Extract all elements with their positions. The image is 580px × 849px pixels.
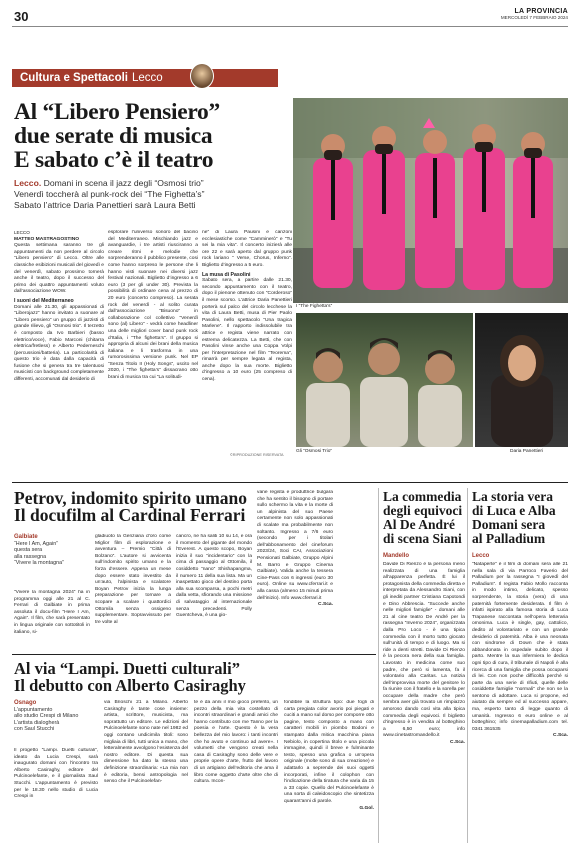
- main-subhead-2: La musa di Pasolini: [202, 271, 251, 278]
- commedia-headline-line: degli equivoci: [383, 503, 463, 518]
- storia-headline: [472, 490, 568, 546]
- storia-body-text: “Nataperte” è il film di domani sera alle 21 nella sala di via Parroco Faverio del Palladium per la rassegna “I giovedì del Palladium”. Il regista Fabio Mollo racconta in modo intimo, delicato, spesso sorprendente, la storia (vera) di una paternità fortemente desiderata. Il film è infatti ispirato alla famosa storia di Luca Trapanese raccontata nell’opera letteraria omonima. Luca è single, gay, cattolico, dedito al volontariato e con un grande desiderio di paternità. Alba è una neonata con sindrome di Down che è stata abbandonata in ospedale subito dopo il parto. Mentre la sua infermiera le dedica ogni tipo di cura, il tribunale di Napoli è alla ricerca di una famiglia che possa occuparsi di lei. Con non poche difficoltà perché si parte da una serie di rifiuti, quelle delle cosiddette famiglie “normali” che non se la sentono di adottare. Luca si propone, ed aiutato da sempre ed al successo appare, ma, esperto tanto di legge quanto di umanità. Ingresso 6 euro online e al botteghino; info cinemapalladium.com tel. 0341 361535: [472, 562, 568, 732]
- band-photo: [293, 98, 568, 303]
- commedia-signature: C.Sca.: [450, 740, 465, 746]
- main-headline-line: Al “Libero Pensiero”: [14, 99, 220, 125]
- petrov-col-4: [257, 490, 333, 650]
- main-lead: [14, 178, 289, 211]
- lampi-kicker: Osnago: [14, 700, 37, 706]
- main-headline-line: E sabato c’è il teatro: [14, 147, 214, 173]
- trio-figures: [296, 313, 473, 447]
- lampi-col-1: [14, 748, 98, 840]
- trio-photo: [296, 313, 473, 447]
- daria-photo: [475, 313, 568, 447]
- lampi-col-4: [284, 700, 374, 840]
- storia-kicker: Lecco: [472, 553, 490, 559]
- petrov-col-1: [14, 590, 90, 650]
- main-headline-line: due serate di musica: [14, 123, 213, 149]
- commedia-kicker: Mandello: [383, 553, 410, 559]
- petrov-info-line: “Here I Am, Again”: [14, 540, 59, 547]
- section-bar: [12, 69, 278, 87]
- commedia-headline-line: di scena Siani: [383, 531, 462, 546]
- main-col-1b-text: Domani alle 21.30, gli appassionati di “Liberojazz” hanno invitato a suonare al “Libero pensiero” un gruppo di jazzisti di grande rilievo, gli “Osmosi trio”. Il terzetto è composto da Ivo Barbieri (basso elettrico/voce), Fabio Marconi (chitarra elettrica/fretless) e Alberto Pederneschi (percussioni/batteria). La particolarità di questo trio è data dalla capacità di fusione che si genera tra tre talentuosi musicisti con background completamente differenti, accomunati dal desiderio di: [14, 304, 104, 383]
- lampi-col-1-text: Il progetto “Lampi. Duetti culturali”, ideato da Lucia Crespi, sarà inaugurato domani con l’incontro tra Alberto Casiraghy, editore del Pulcinoelefante, e il giornalista Saul Stucchi. L’appuntamento è previsto per le 18.30 nello studio di Lucia Crespi in: [14, 748, 98, 800]
- lampi-info-line: L’appuntamento: [14, 706, 53, 713]
- caption-trio: Gli “Osmosi Trio”: [296, 449, 332, 454]
- caption-daria: Daria Panettieri: [510, 449, 544, 454]
- main-headline: [14, 100, 284, 172]
- main-col-1: [14, 230, 104, 460]
- lampi-headline-line: Al via “Lampi. Duetti culturali”: [14, 659, 240, 678]
- section-portrait-icon: [190, 63, 214, 89]
- lampi-headline-line: Il debutto con Alberto Casiraghy: [14, 676, 246, 695]
- petrov-col-3-text: cancro, ne ha saliti 10 su 14, e ora il momento del gigante del mondo l’Everest. A questo scopo, Boyan inizia il suo “incidentario” con la cima di passaggio al Ottomila, il cosiddetto “nano” Shishapangma, il numero 11 della sua lista. Ma un inaspettato gioco del destino porta alla sua scomparsa, a pochi metri dalla vetta, sfiorando una missione di salvataggio al internazionale senza precedenti. Polly Guentcheva, è una gio-: [176, 534, 252, 619]
- petrov-headline-line: Il docufilm al Cardinal Ferrari: [14, 505, 246, 525]
- lead-line: Sabato l’attrice Daria Panettieri sarà Laura Betti: [14, 200, 196, 210]
- byline-author: MATTEO MASTRAGOSTINO: [14, 236, 80, 242]
- lampi-col-4-text: fondibile la struttura tipo: due fogli di carta pregiata color avorio poi piegati e cuciti a mano sul dorso per comporre otto pagine, testo composto a mano con caratteri mobili in piombo Bodoni e stampato dalla mitica macchina piana Nebiolo, in copertina titolo e una piccola immagine, quindi il breve e fulminante testo, spesso una grafica o un’opera originale (molte sono di sua creazione) e adattarlo a seprende dei suoi oggetti incorporati, infine il colophon con l’indicazione della tiratura che varia da 15 a 33 copie. Quello del Pulcinoelefante è una sorta di caleidoscopio che sintetizza quarant’anni di parole.: [284, 700, 374, 804]
- lampi-col-3-text: te è da anni il mio gioco preferito, un pezzo della mia vita costellato di incontri straordinari e grandi amici che hanno contributo con me Tanno per la poesia e l’arte. Questo è la vera bellezza del mio lavoro: i tanti incontri che ho avuto e continuo ad avere». I volumetti che vengono creati nella casa di Casiraghy sono delle vere e proprie opere d’arte, frutto del lavoro di un artigiano dell’editoria che ama il libro come oggetto d’arte oltre che di cultura. Incon-: [194, 700, 278, 785]
- column-rule: [467, 488, 468, 843]
- main-col-1-text: Questa settimana saranno tre gli appuntamenti da non perdere al circolo “Libero pensiero” di Lecco. Oltre alle classiche esibizioni musicali del giovedì e del venerdì, sabato prossimo tornerà anche il teatro, dopo il successo del primo dei quattro appuntamenti voluto dall’associazione WOW.: [14, 243, 104, 295]
- main-col-3b-text: Sabato sera, a partire dalle 21.30, secondo appuntamento con il teatro, dopo il pienone ottenuto con “Corderoso” il mese scorso. L’attrice Daria Panettieri porterà sul palco del circolo lecchese la vita di Laura Betti, musa di Pier Paolo Pasolini, nello spettacolo “Una tragica Marlene”. Il rapporto indissolubile tra attrice e regista viene narrato con estrema delicatezza. La Betti, che con Pasolini vinse anche una Coppa Volpi per l’interpretazione nel film “Teorema”, rimarrà per sempre legata al regista, anche dopo la sua morte. Biglietto d’ingresso a 10 euro (25 compreso di cena).: [202, 278, 292, 383]
- header-rule: [12, 26, 568, 27]
- petrov-kicker: Galbiate: [14, 534, 38, 540]
- petrov-info-line: “Vivere la montagna”: [14, 560, 64, 567]
- lampi-col-2: [104, 700, 188, 840]
- commedia-body: [383, 562, 465, 836]
- lead-line: Domani in scena il jazz degli “Osmosi trio”: [41, 178, 204, 188]
- petrov-col-2-text: gladiuoto la Genziana d’oro come Miglior film di esplorazione e avventura – Premio “Città di Bolzano”. L’autore si avvicenta sull’indomito spirito umano e la forza d’essere. Appena un mese dopo essere stato investito da un’auto, l’alpinista e scalatore Boyan Petrov inizia la lunga preparazione per tornare a scopare a scalare i quattordici Ottomila senza ossigeno supplementare. Sopravvissuto per tre volte al: [95, 534, 171, 625]
- lampi-info-line: con Saul Stucchi: [14, 726, 55, 733]
- main-col-3-text: ne” di Laura Pausini e canzoni ecclesiastiche come “Camminerò” e “Tu sei la mia vita”. Il concerto inizierà alle ore 22 e sarà aperto dal gruppo punk rock lariano “ Verse, Chorus, Inferno”. Biglietto d’ingresso a 5 euro.: [202, 230, 292, 268]
- lampi-info: [14, 700, 102, 733]
- column-rule: [378, 488, 379, 843]
- lampi-headline: [14, 660, 376, 694]
- storia-headline-line: La storia vera: [472, 489, 553, 504]
- commedia-headline: [383, 490, 465, 546]
- storia-signature: C.Sca.: [553, 733, 568, 739]
- storia-headline-line: Domani sera: [472, 517, 546, 532]
- commedia-headline-line: Al De André: [383, 517, 455, 532]
- daria-figure: [475, 313, 568, 447]
- petrov-info-line: alla rassegna: [14, 553, 47, 560]
- section-divider: [12, 482, 568, 483]
- rights-note: ©RIPRODUZIONE RISERVATA: [230, 453, 284, 457]
- main-subhead-1: I suoni del Mediterraneo: [14, 297, 74, 304]
- lampi-col-3: [194, 700, 278, 840]
- section-city: Lecco: [132, 72, 163, 84]
- main-col-3: [202, 230, 292, 452]
- petrov-col-2: [95, 534, 171, 650]
- publication-name: LA PROVINCIA: [514, 8, 568, 15]
- publication-date: MERCOLEDÌ 7 FEBBRAIO 2024: [500, 15, 568, 20]
- section-name: Cultura e Spettacoli: [20, 72, 128, 84]
- page-number: 30: [14, 9, 29, 24]
- main-col-2-text: esplorare l’universo sonoro del bacino del Mediterraneo. Mischiando jazz e avanguardie, i tre artisti riusciranno a creare ritmi e melodie che sorprenderanno il pubblico presente, cosi come hanno sorpreso le persone che li hanno visti suonare nei diversi jazz festival nazionali. Biglietto d’ingresso a 6 euro (3 per gli under 30). Prevista la possibilità di ordinare cena al prezzo di 20 euro (concerto compreso). La serata rock del venerdì - al solito curata dall’associazione “Bisuono” in collaborazione col collettivo “Venerdì sono (al) Libero” - vedrà come headliner una delle migliori cover band punk rock d’Italia, i “The fighetta’s”. Il gruppo si appropria di alcuni dei brani della musica italiana e li trasforma in una rumorosissima versione punk. Nel EP “Senza Titolo II (Holy Songs”, uscito nel 2020, i “The fighetta’s” dissacrano otto brani di musica tra cui “La solitudi-: [108, 230, 198, 381]
- storia-body: [472, 562, 568, 836]
- commedia-body-text: Davide Di Rienzo è la persona meno realizzata di una famiglia all’apparenza perfetta. È lui il protagonista della commedia diretta e interpretata da Alessandro Siani, con gli inediti partner Cristiana Capotondi e Dino Abbrescia. “Succede anche nelle migliori famiglie” - domani alle 21 al cine teatro De André per la rassegna “Inverno 2024”, organizzata dalla Pro Loco - è una tipica commedia con il morto tutto giocato sull’unità di tempo e di luogo. Ma si ride a denti stretti. Davide Di Rienzo è la pecora nera della sua famiglia. Lavorato in medicina come suo padre, che però si lamenta, fa il volontario alla Caritas. La notizia dell’improvvisa morte del genitore lo fa riunire con il fratello e la sorella per occupare della madre che però sembra aver già trovato un rimpiazzo amoroso dando così vita alla tipica commedia degli equivoci. Il biglietto d’ingresso è in vendita al botteghino a 6,50 euro; info www.cinetastromandello.it: [383, 562, 465, 739]
- petrov-col-1-text: “Vivere la montagna 2024” ha in programma oggi alle 21 al C. Ferrari di Galbiate in prima assoluta il docu-film “Here I Am, Again”. Il film, che sarà presentato in lingua originale con sottotitoli in italiano, si-: [14, 590, 90, 635]
- lampi-info-line: allo studio Crespi di Milano: [14, 713, 79, 720]
- main-col-2: [108, 230, 198, 460]
- lead-line: Venerdì toccherà al punk-rock dei “The Fighetta’s”: [14, 189, 205, 199]
- band-figures: [293, 98, 568, 303]
- petrov-col-3: [176, 534, 252, 650]
- petrov-col-4-text: vane regista e produttrice bulgara che ha sentito il bisogno di portare sullo schermo la vita e la morte di un alpinista del suo Paese certamente non solo appassionati di scalate ma probabilmente non soltanto. Ingresso a 7/6 euro (secondo per i titolari dell’abbonamento del cineforum 2023/24, Soci CAI, Associazioni Pensionati Galbiate, Gruppo Alpini M. Barro e Gruppo Cinema Galbiate). Valida anche la tessera Cine-Pass con 6 ingressi (euro 30 euro). Online su www.cferrari.it e alla cassa (almeno 15 minuti prima dell’inizio). Info www.cferrari.it: [257, 490, 333, 601]
- byline-city: LECCO: [14, 230, 30, 235]
- petrov-info: [14, 534, 84, 567]
- petrov-signature: C.Sca.: [318, 602, 333, 608]
- storia-headline-line: di Luca e Alba: [472, 503, 556, 518]
- lampi-col-2-text: via Brioschi 21 a Milano. Alberto Casiraghy è tante cose insieme: artista, scrittore, musicista, ma soprattutto un editore. Le edizioni del Pulcinoelefante sono nate nel 1982 ed oggi contano undicimila titoli: sono migliaia di libri, tutti unica a mano, che letteralmente avvolgono l’esistenza del nostro editore. Di questa sua dimensione ha dato la stesso una definizione straordinaria: «La mia non è editoria, bensi antropologia nel senso che il Pulcinoelefan-: [104, 700, 188, 785]
- commedia-headline-line: La commedia: [383, 489, 462, 504]
- lead-city: Lecco.: [14, 178, 42, 188]
- lampi-info-line: L’artista dialogherà: [14, 719, 60, 726]
- storia-headline-line: al Palladium: [472, 531, 546, 546]
- masthead: [501, 8, 568, 20]
- section-divider: [12, 654, 376, 655]
- caption-band: I “The Fighetta’s”: [296, 304, 333, 309]
- petrov-info-line: questa sera: [14, 547, 43, 554]
- petrov-headline-line: Petrov, indomito spirito umano: [14, 488, 248, 508]
- lampi-signature: G.Gol.: [359, 805, 374, 811]
